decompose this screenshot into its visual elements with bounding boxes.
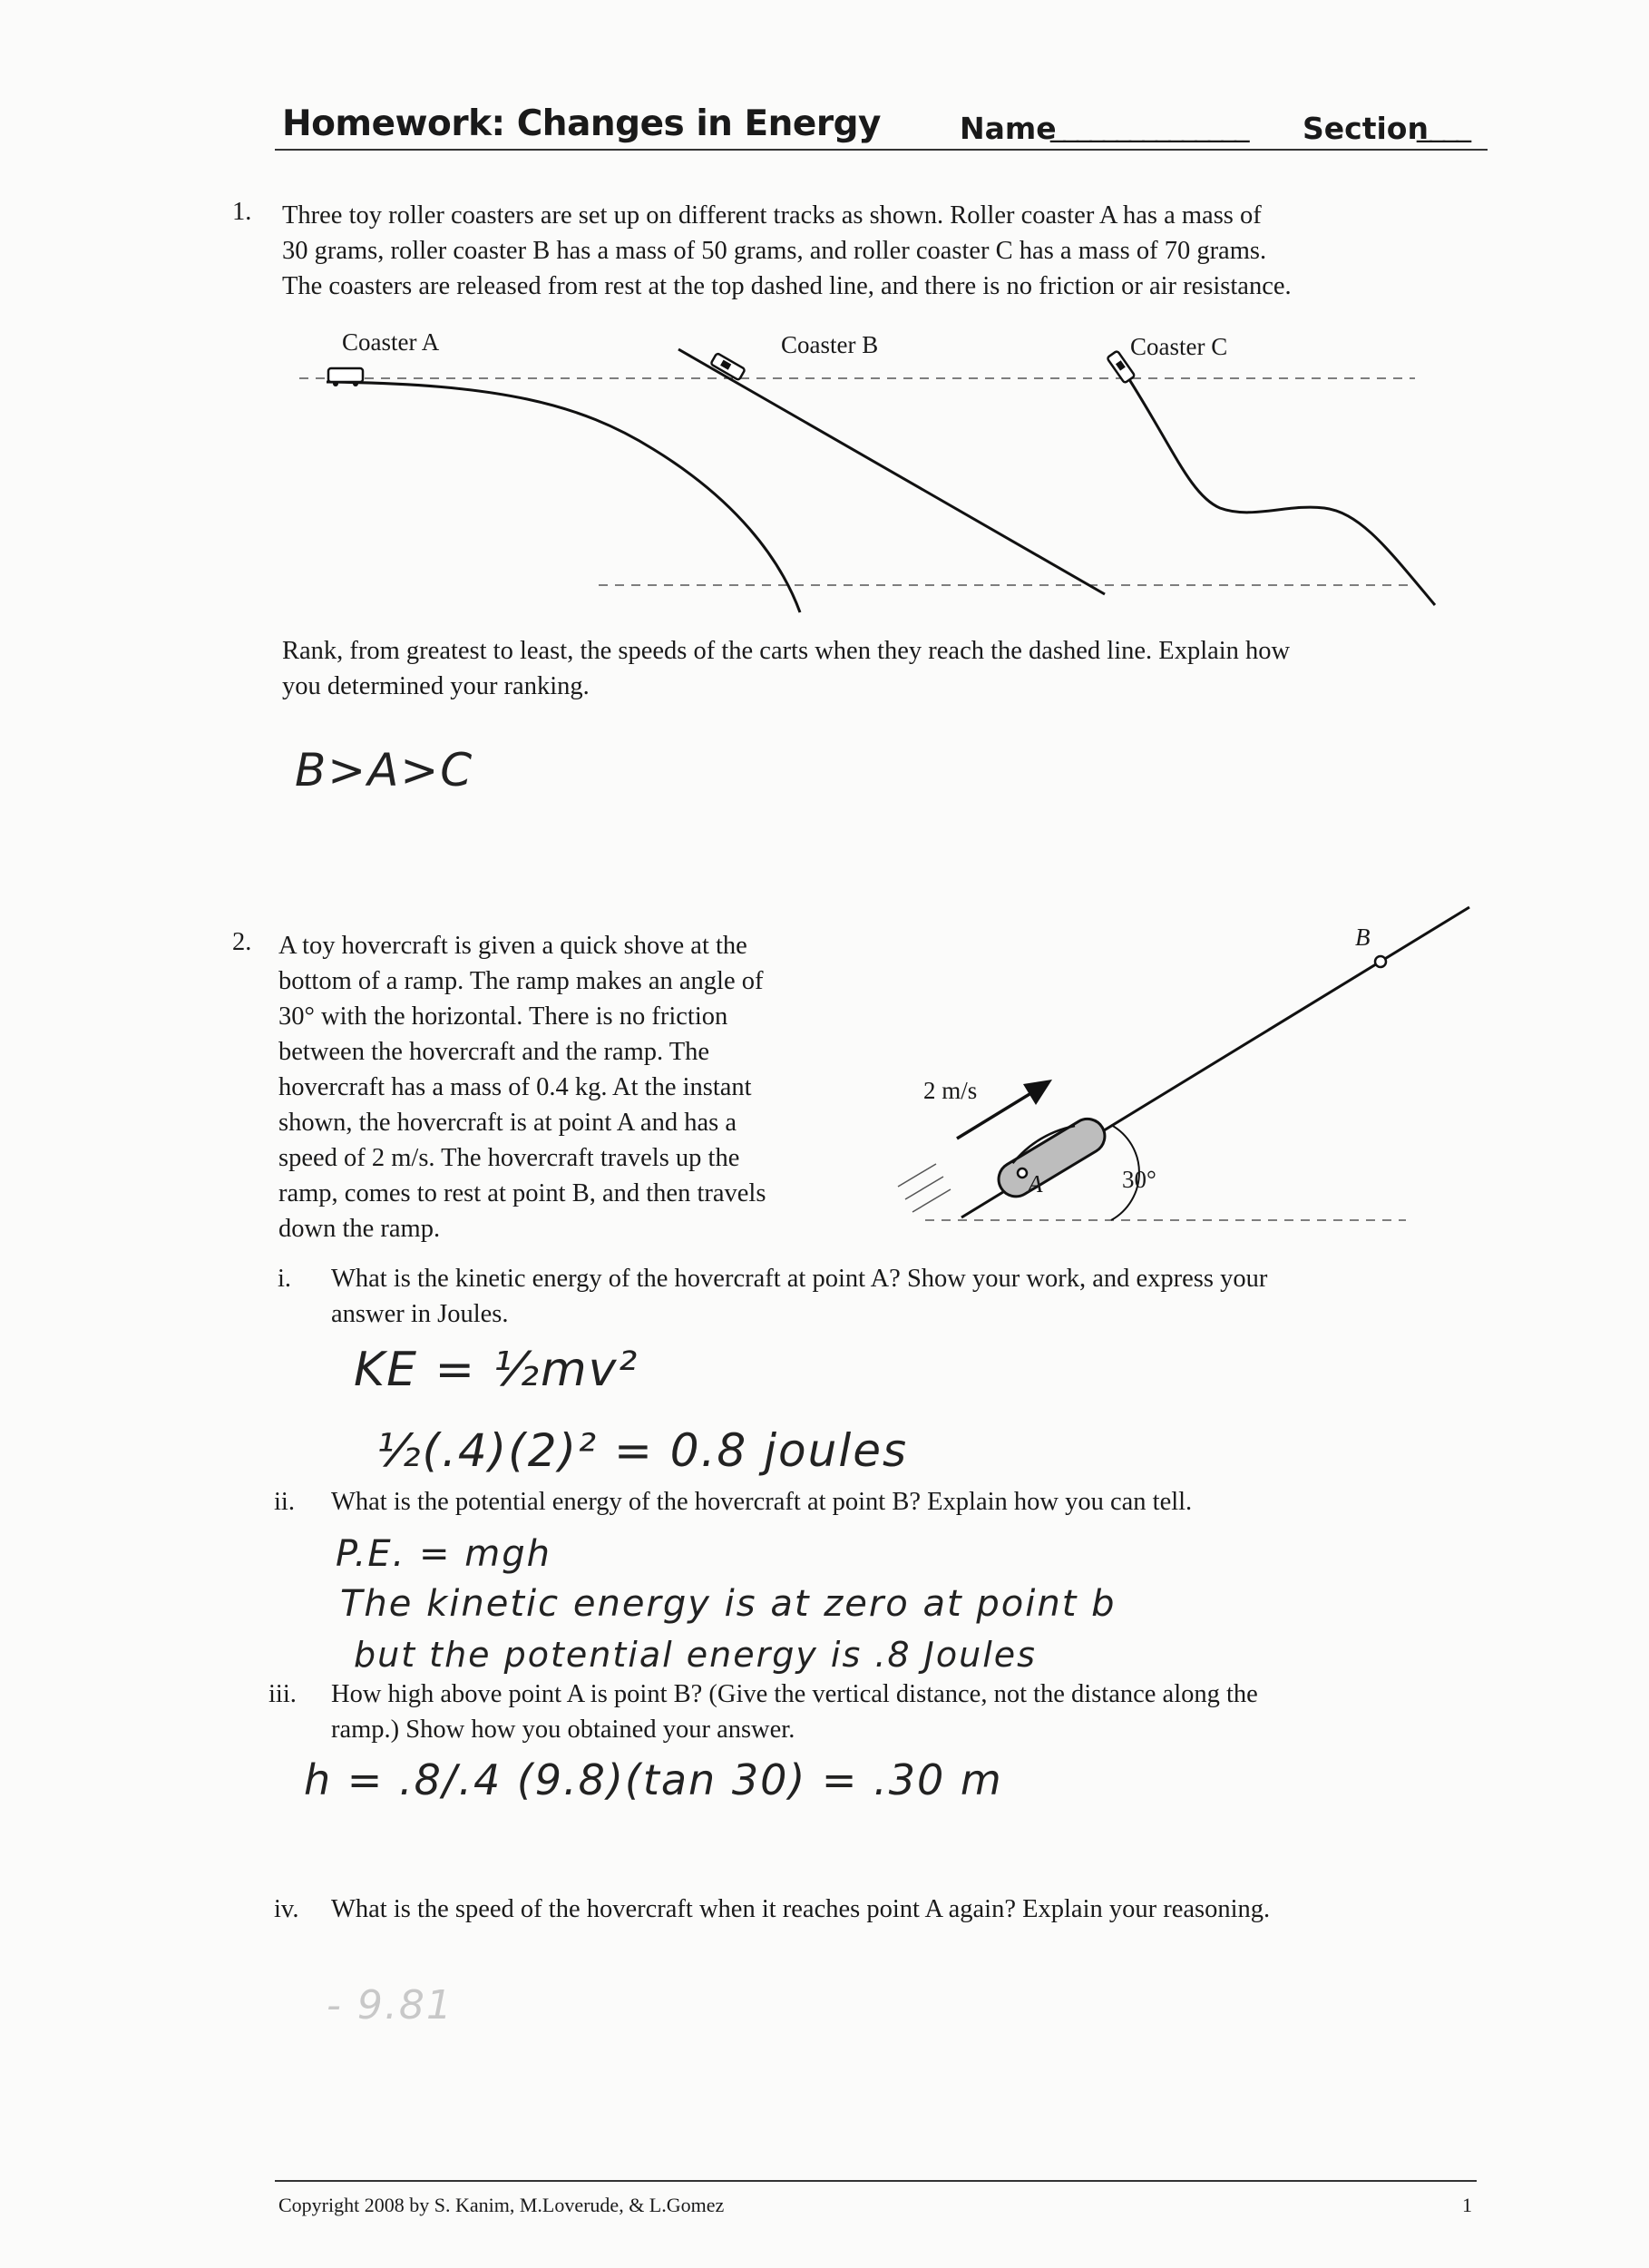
part-iii-number: iii.	[268, 1680, 297, 1708]
q2-line: 30° with the horizontal. There is no friction	[278, 1002, 728, 1031]
q1-line: Three toy roller coasters are set up on different tracks as shown. Roller coaster A has a mass of	[282, 201, 1262, 230]
track-b	[678, 349, 1105, 594]
section-label: Section	[1303, 111, 1429, 146]
coaster-a-label: Coaster A	[342, 328, 440, 356]
part-iv-line: What is the speed of the hovercraft when it reaches point A again? Explain your reasoning.	[331, 1895, 1271, 1923]
motion-line	[898, 1164, 936, 1187]
coaster-b-label: Coaster B	[781, 331, 879, 358]
q2-line: shown, the hovercraft is at point A and has a	[278, 1109, 737, 1137]
q2-line: between the hovercraft and the ramp. The	[278, 1038, 710, 1066]
q2-line: hovercraft has a mass of 0.4 kg. At the instant	[278, 1073, 752, 1101]
q2-line: speed of 2 m/s. The hovercraft travels up the	[278, 1144, 740, 1172]
page-title: Homework: Changes in Energy	[282, 103, 881, 144]
track-c	[1116, 358, 1435, 605]
q1-line: 30 grams, roller coaster B has a mass of 50 grams, and roller coaster C has a mass of 70 grams.	[282, 237, 1267, 265]
part-iv-number: iv.	[274, 1895, 299, 1923]
part-i-line: What is the kinetic energy of the hovercraft at point A? Show your work, and express your	[331, 1265, 1268, 1293]
part-i-number: i.	[278, 1265, 292, 1293]
part-iv-text	[331, 1892, 1270, 1927]
footer-rule	[275, 2180, 1477, 2182]
part-ii-answer-line: but the potential energy is .8 Joules	[354, 1635, 1037, 1675]
q2-text	[278, 928, 766, 1246]
ramp-diagram	[889, 898, 1478, 1243]
part-iii-line: ramp.) Show how you obtained your answer.	[331, 1716, 795, 1744]
part-iv-faint-answer: - 9.81	[327, 1982, 454, 2028]
part-ii-answer-line: P.E. = mgh	[336, 1533, 551, 1575]
velocity-arrow-head	[1023, 1080, 1052, 1105]
q1-text	[282, 198, 1292, 304]
part-iii-line: How high above point A is point B? (Give the vertical distance, not the distance along the	[331, 1680, 1258, 1708]
name-blank: _______________	[1050, 107, 1248, 142]
part-ii-text	[331, 1484, 1192, 1520]
hovercraft	[990, 1109, 1111, 1203]
q2-number: 2.	[232, 928, 252, 956]
part-i-line: answer in Joules.	[331, 1300, 509, 1328]
q1-handwritten-answer: B>A>C	[295, 744, 474, 797]
name-label: Name	[960, 111, 1057, 146]
part-ii-answer-line: The kinetic energy is at zero at point b	[340, 1583, 1117, 1625]
motion-line	[905, 1177, 943, 1199]
q2-line: bottom of a ramp. The ramp makes an angle of	[278, 967, 764, 995]
coaster-a-cart	[328, 368, 363, 386]
q2-line: down the ramp.	[278, 1215, 441, 1243]
part-iii-text	[331, 1677, 1258, 1747]
point-a-marker	[1018, 1168, 1027, 1178]
roller-coaster-diagram	[272, 322, 1451, 621]
part-i-answer-line: ½(.4)(2)² = 0.8 joules	[376, 1424, 909, 1477]
point-b-label: B	[1355, 924, 1371, 951]
track-a	[327, 382, 800, 612]
part-i-answer-line: KE = ½mv²	[354, 1343, 639, 1397]
copyright-text: Copyright 2008 by S. Kanim, M.Loverude, & L.Gomez	[278, 2194, 725, 2216]
q2-line: A toy hovercraft is given a quick shove at the	[278, 932, 747, 960]
section-blank: ____	[1417, 107, 1469, 142]
q1-line: The coasters are released from rest at the top dashed line, and there is no friction or air resistance.	[282, 272, 1292, 300]
part-iii-answer-line: h = .8/.4 (9.8)(tan 30) = .30 m	[304, 1755, 1003, 1804]
coaster-c-label: Coaster C	[1130, 333, 1228, 360]
page-number: 1	[1462, 2194, 1472, 2216]
part-i-text	[331, 1261, 1267, 1332]
motion-line	[912, 1189, 951, 1212]
part-ii-number: ii.	[274, 1488, 295, 1516]
q1-prompt-line: you determined your ranking.	[282, 672, 590, 700]
q1-prompt-line: Rank, from greatest to least, the speeds of the carts when they reach the dashed line. Explain how	[282, 637, 1291, 665]
q2-line: ramp, comes to rest at point B, and then travels	[278, 1179, 766, 1207]
part-ii-line: What is the potential energy of the hovercraft at point B? Explain how you can tell.	[331, 1488, 1193, 1516]
angle-label: 30°	[1122, 1166, 1156, 1193]
speed-label: 2 m/s	[923, 1077, 978, 1104]
q1-prompt	[282, 633, 1290, 704]
point-a-label: A	[1028, 1170, 1043, 1198]
header-rule	[275, 149, 1488, 151]
q1-number: 1.	[232, 198, 252, 226]
point-b-marker	[1375, 956, 1386, 967]
